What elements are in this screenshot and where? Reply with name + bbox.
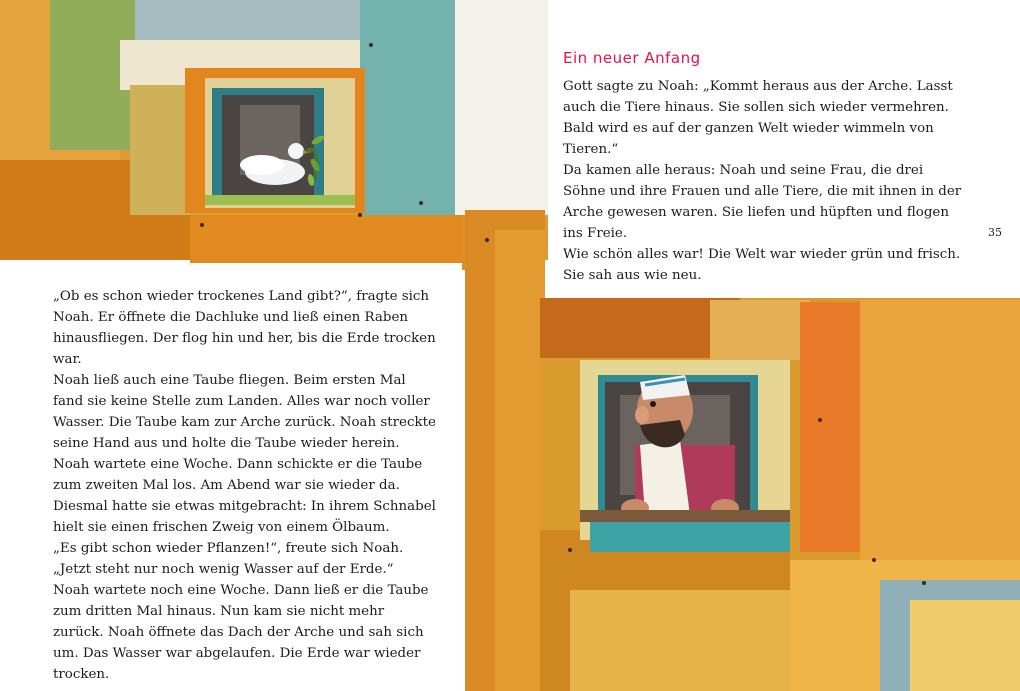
paragraph: Noah wartete noch eine Woche. Dann ließ er die Taube zum dritten Mal hinaus. Nun kam sie nicht mehr zurück. Noah öffnete das Dach der Arche und sah sich um. Das Wasser war abgelaufen. Die Erde war wieder trocken. bbox=[53, 583, 429, 682]
paragraph: Da kamen alle heraus: Noah und seine Frau, die drei Söhne und ihre Frauen und alle Tiere, die mit ihnen in der Arche gewesen waren. Sie liefen und hüpften und flogen ins Freie. bbox=[563, 163, 962, 241]
paragraph: Gott sagte zu Noah: „Kommt heraus aus der Arche. Lasst auch die Tiere hinaus. Sie sollen sich wieder vermehren. Bald wird es auf der ganzen Welt wieder wimmeln von Tieren.“ bbox=[563, 79, 953, 157]
page-number: 35 bbox=[988, 226, 1002, 239]
chapter-heading: Ein neuer Anfang bbox=[563, 49, 701, 67]
paragraph: Noah ließ auch eine Taube fliegen. Beim ersten Mal fand sie keine Stelle zum Landen. Alles war noch voller Wasser. Die Taube kam zur Arche zurück. Noah streckte seine Hand aus und holte die Taube wieder herein. bbox=[53, 373, 436, 451]
paragraph: Wie schön alles war! Die Welt war wieder grün und frisch. Sie sah aus wie neu. bbox=[563, 247, 961, 283]
right-page-text bbox=[563, 76, 963, 286]
paragraph: Noah wartete eine Woche. Dann schickte er die Taube zum zweiten Mal los. Am Abend war sie wieder da. Diesmal hatte sie etwas mitgebracht: In ihrem Schnabel hielt sie einen frischen Zweig von einem Ölbaum. bbox=[53, 457, 436, 535]
left-page-text bbox=[53, 286, 438, 685]
paragraph: „Ob es schon wieder trockenes Land gibt?“, fragte sich Noah. Er öffnete die Dachluke und ließ einen Raben hinausfliegen. Der flog hin und her, bis die Erde trocken war. bbox=[53, 289, 436, 367]
paragraph: „Es gibt schon wieder Pflanzen!“, freute sich Noah. „Jetzt steht nur noch wenig Wasser auf der Erde.“ bbox=[53, 541, 404, 577]
